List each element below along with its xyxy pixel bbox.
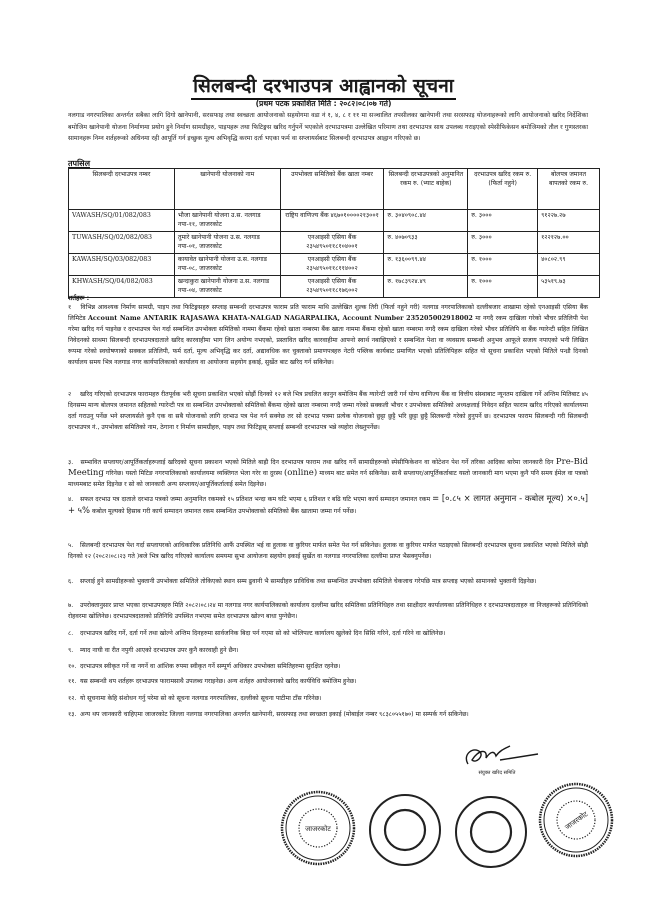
cell-bid-security: १२२१२७.०० [538, 232, 600, 254]
cell-purchase-fee: रु. १००० [468, 254, 538, 276]
term-text-cont: गरिनेछ। यस्तो मिटिङ नगरपालिकाको कार्यालयमा व्यक्तिगत भेला गरेर वा दुरस्थ [105, 470, 282, 477]
term-text: यो सूचनामा केहि संशोधन गर्नु परेमा सो को सूचना नलगाड नगरपालिका, दल्लीको सूचना पाटीमा टाँस गरिनेछ। [79, 695, 322, 702]
cell-estimated-amount: रु. १७८३९२४.४९ [384, 276, 468, 298]
term-6 [68, 576, 588, 587]
term-9 [68, 645, 588, 656]
cell-bank-account: एनआइसी एसिया बैंक २३५४९५०११८१७६००२ [280, 276, 384, 298]
stamp-khandakura [538, 782, 614, 858]
cell-purchase-fee: रु. ३००० [468, 210, 538, 232]
stamp-tumare [452, 794, 530, 870]
term-number: १ [68, 304, 72, 311]
term-13 [68, 709, 588, 720]
term-text: दरभाउपत्र स्वीकृत गर्ने वा नगर्ने वा आंशिक रुपमा स्वीकृत गर्ने सम्पूर्ण अधिकार उपभोक्ता समितिहरुमा सुरक्षित रहनेछ। [79, 663, 341, 670]
term-5 [68, 540, 588, 562]
term-number: ४. [68, 496, 74, 503]
term-text: खरिद गरिएको दरभाउपत्र फारामहरु रीतपूर्वक भरी सूचना प्रकाशित भएको सोह्रौं दिनको १२ बजे भित्र प्रचलित कानुन बमोजिम बैंक ग्यारेन्टी जारी गर्न योग्य वाणिज्य बैंक वा वित्तीय संस्थाबाट न्यूनतम दाखिला गर्ने अन्तिम मितिबाट ४५ दिनसम्म मान्य बोलपत्र जमानत सहितको ग्यारेन्टी पत्र वा सम्बन्धित उपभोक्ताको समितिको बैंकमा रहेको खाता नम्बरमा नगदै जम्मा गरेको सक्कली भौचर र उपभोक्ता समितिको अध्यक्षलाई निवेदन सहित फाराम खरिद गरिएको कार्यालयमा दर्ता गराउनु पर्नेछ भने सप्लायर्सले कुनै एक वा सबै योजनाको लागि दरभाउ पत्र पेश गर्न सक्नेछ तर सो दरभाउ पत्रमा प्रत्येक योजनाको छुट्टा छुट्टै भरि छुट्टा छुट्टै सिलबन्दी गरेको हुनुपर्ने छ। दरभाउपत्र फाराम सिलबन्दी गरी सिलबन्दी दरभाउपत्र नं., उपभोक्ता समितिको नाम, ठेगाना र निर्माण सामग्रीहरु, पाइप तथा फिटिङ्गस् सप्लाई सम्बन्धी दरभाउपत्र भन्ने व्यहोरा लेख्नुपर्नेछ। [68, 391, 589, 431]
cell-scheme-name: भौजा खानेपानी योजना उ.स. नलगाड नपा-११, जाजरकोट [174, 210, 280, 232]
term-10 [68, 661, 588, 672]
term-number: ११. [68, 678, 77, 685]
table-row [69, 276, 600, 298]
header-purchase-fee: दरभाउपत्र खरिद रकम रु. (फिर्ता नहुने) [468, 169, 538, 210]
term-12 [68, 693, 588, 704]
online-label: (online) [283, 468, 318, 478]
header-bid-security: बोलपत्र जमानत बापतको रकम रु. [538, 169, 600, 210]
term-text-end: माध्यम बाट समेत गर्न सकिनेछ। साथै सप्लायर/आपूर्तिकर्ताबाट यस्तो जानकारी माग भएमा कुनै पनि समय ईमेल वा पत्रको माध्यमबाट समेत दिइनेछ र सो को जानकारी अन्य सप्लायर/आपूर्तिकर्तालाई समेत दिइनेछ। [68, 470, 588, 488]
term-text: विभिन्न आवश्यक निर्माण सामग्री, पाइप तथा फिटिङ्गसहरु सप्लाइ सम्बन्धी दरभाउपत्र फाराम प्रति फाराम माथि उल्लेखित शुल्क तिरी (फिर्ता नहुने गरी) नलगाड नगरपालिकाको दल्लीबजार शाखामा रहेको एनआइसी एसिया बैंक लिमिटेड [68, 304, 588, 322]
term-text: सिलबन्दी दरभाउपत्र पेश गर्दा सप्लायरको आधिकारिक प्रतिनिधि आफैं उपस्थित भई वा हुलाक वा कुरियर मार्फत समेत पेश गर्न सकिनेछ। हुलाक वा कुरियर मार्फत पठाइएको सिलबन्दी दरभाउपत्र सूचना प्रकाशित भएको मितिले सोह्रौ दिनको १२ (२०८२।०८।२३ गते )बजे भित्र खरिद गरिएको कार्यालय समयमा सुभा आयोजना सहयोग इकाई सुर्खेत वा नलगाड नगरपालिका दल्लीमा प्राप्त भैसक्नुपर्नेछ। [68, 542, 589, 560]
term-text: सफल दरभाउ पत्र दाताले दरभाउ पत्रको जम्मा अनुमानित रकमको १५ प्रतिशत भन्दा कम घटि भएमा ६ प्रतिशत र बढि घटि भएमा कार्य सम्पादन जमानत रकम [80, 496, 431, 503]
stamp-kayawat [280, 790, 356, 866]
signature-label: संयुक्त खरिद समिति [478, 770, 516, 776]
stamps-row [280, 790, 600, 870]
term-text: सप्लाई हुने सामग्रीहरूको भुक्तानी उपभोक्ता समितिले तोकिएको स्थान सम्म ढुवानी भै सामग्रीहरु प्राविधिक तथा सम्बन्धित उपभोक्ता समितिले चेकजाच गरेपछि मात्र सप्लाइ भएको सामानको भुक्तानी दिइनेछ। [79, 578, 537, 585]
cell-bid-security: ५३५१९.७३ [538, 276, 600, 298]
cell-scheme-name: खन्दाकुरा खानेपानी योजना उ.स. नलगाड नपा-०४, जाजरकोट [174, 276, 280, 298]
term-text: दरभाउपत्र खरिद गर्ने, दर्ता गर्ने तथा खोल्ने अन्तिम दिनहरुमा सार्वजनिक बिदा पर्न गएमा सो को भोलिपल्ट कार्यालय खुलेको दिन सिसि गरिने, दर्ता गरिने वा खोलिनेछ। [79, 630, 446, 637]
cell-estimated-amount: रु. १३६००९९.४४ [384, 254, 468, 276]
pre-bid-meeting-label: Pre-Bid Meeting [68, 457, 589, 478]
notice-subtitle: (प्रथम पटक प्रकाशित मिति : २०८२।०८।०७ गते) [255, 99, 392, 108]
header-scheme-name: खानेपानी योजनाको नाम [174, 169, 280, 210]
cell-bank-account: एनआइसी एसिया बैंक २३५४९५०११८११४००२ [280, 254, 384, 276]
stamp-center-text: जाजरकोट [563, 810, 590, 832]
stamp-bhauja [366, 792, 444, 868]
cell-bank-account: राष्ट्रिय वाणिज्य बैंक ४६७०१००००२१३००१ [280, 210, 384, 232]
table-row [69, 254, 600, 276]
header-bank-account: उपभोक्ता समितिको बैंक खाता नम्बर [280, 169, 384, 210]
term-number: १०. [68, 663, 77, 670]
term-8 [68, 628, 588, 639]
cell-purchase-fee: रु. १००० [468, 276, 538, 298]
cell-scheme-name: कायावेत खानेपानी योजना उ.स. नलगाड नपा-०८, जाजरकोट [174, 254, 280, 276]
term-number: १२. [68, 695, 77, 702]
cell-tender-number: KHWASH/SQ/04/082/083 [69, 276, 175, 298]
cell-tender-number: TUWASH/SQ/02/082/083 [69, 232, 175, 254]
cell-bid-security: ४०८०२.९९ [538, 254, 600, 276]
term-text: सम्भावित सप्लायर/आपूर्तिकर्ताहरूलाई खरिदको सूचना प्रकाशन भएको मितिले बाह्रौ दिन दरभाउपत्र फाराम तथा खरिद गर्ने सामाग्रीहरूको स्पेसीफिकेशन वा कोटेशन पेश गर्ने तरिका आदिका बारेमा जानकारी दिन [80, 459, 554, 466]
term-number: ७. [68, 602, 74, 609]
term-number: ८. [68, 630, 74, 637]
cell-tender-number: VAWASH/SQ/01/082/083 [69, 210, 175, 232]
cell-purchase-fee: रु. ३००० [468, 232, 538, 254]
notice-title-wrap [0, 72, 647, 98]
term-text-cont: कबोल मूल्यको हिसाब गरी कार्य सम्पादन जमानत रकम सम्बन्धित उपभोक्ताको समितिको बैंक खातामा जम्मा गर्न पर्नेछ। [91, 508, 357, 515]
cell-estimated-amount: रु. ४०७०९३३ [384, 232, 468, 254]
section-heading-details: तपसिल [68, 159, 91, 168]
cell-estimated-amount: रु. ३०४०९०८.४४ [384, 210, 468, 232]
term-number: ५. [68, 542, 74, 549]
header-estimated-amount: सिलबन्दी दरभाउपत्रको अनुमानित रकम रु. (भ्याट बाहेक) [384, 169, 468, 210]
intro-paragraph: नलगाड नगरपालिका अन्तर्गत सबैका लागि दिगो खानेपानी, सरसफाइ तथा स्वच्छता आयोजनाको सहयोगमा वडा नं १, ४, ८ र ११ मा सञ्चालित तपसीलका खानेपानी तथा सरसफाइ योजनाहरूको लागि आयोजनाको खरिद निर्देशिका बमोजिम खानेपानी योजना निर्माणमा प्रयोग हुने निर्माण सामग्रीहरु, पाइपहरू तथा फिटिङ्गस खरिद गर्नुपर्ने भएकोले दरभाउपत्रमा उल्लेखित परिमाण तथा दरभाउपत्र साथ उपलब्ध गराइएको स्पेसीफिकेसन बमोजिमको तौल र गुणस्तरका सामानहरू निम्न शर्तहरूको अधिनमा रही आपूर्ति गर्न इच्छुक मूल्य अभिवृद्धि करमा दर्ता भएका फर्म वा सप्लायर्सबाट सिलबन्दी दरभाउपत्र आह्वान गरिएको छ। [68, 112, 588, 142]
term-2 [68, 389, 588, 433]
cell-tender-number: KAWASH/SQ/03/082/083 [69, 254, 175, 276]
term-text: उपरोक्तानुसार प्राप्त भएका दरभाउपत्रहरु मिति २०८२।०८।२४ मा नलगाड नगर कार्यपालिकाको कार्यालय दल्लीमा खरिद समितिका प्रतिनिधिहरु तथा साक्षीदार कार्यालयका प्रतिनिधिहरु र दरभाउपत्रदाताहरु वा निजहरूको प्रतिनिधिको रोहवरमा खोलिनेछ। दरभाउपत्रदाताको प्रतिनिधि उपस्थित नभएमा समेत दरभाउपत्र खोल्न बाधा पुग्नेछैन। [68, 602, 589, 620]
cell-bid-security: ९१२२७.२७ [538, 210, 600, 232]
term-text: म्याद नाघी वा रीत नपुगी आएको दरभाउपत्र उपर कुनै कारवाही हुने छैन। [79, 647, 239, 654]
term-text: अन्य थप जानकारी चाहिएमा जाजरकोट जिल्ला नलगाड नगरपालिका अन्तर्गत खानेपानी, सरसफाइ तथा स्वच्छता इकाई (मोबाईल नम्बर ९८३८०५५१७०) मा सम्पर्क गर्न सकिनेछ। [79, 711, 469, 718]
tender-table [68, 168, 600, 298]
header-tender-number: सिलबन्दी दरभाउपत्र नम्बर [69, 169, 175, 210]
account-details: Account Name ANTARIK RAJASAWA KHATA-NALGAD NAGARPALIKA, Account Number 235205002918002 [87, 314, 473, 322]
term-3 [68, 457, 588, 490]
term-number: ६. [68, 578, 74, 585]
table-row [69, 210, 600, 232]
stamp-center-text: जाजरकोट [305, 825, 331, 833]
term-text-cont: मा नगदै रकम दाखिला गरेको भौचर प्रतिलिपी पेश गरेमा खरिद गर्न पाइनेछ र दरभाउपत्र पेश गर्दा सम्बन्धित उपभोक्ता समितिको नाममा बैंकमा रहेको खाता नम्बरमा बैंक खाता नाममा बैंकमा रहेको खाता नम्बरमा नगदै रकम दाखिला गरेको भौचर प्रतिलिपि वा बैंक ग्यारेन्टी सहित लिखित निवेदनको साथमा सिलबन्दी दरभाउपत्रदाताले खरिद कारवाहीमा भाग लिन अयोग्य नभएको, प्रस्तावित खरिद कारवाहीमा आफ्नो स्वार्थ नबाझिएको र सम्बन्धित पेशा वा व्यवसाय सम्बन्धी अनुभव आफूले सजाय नपाएको भनी लिखित रूपमा गरेको स्वघोषणाको सक्कल प्रतिलिपी, फर्म दर्ता, मूल्य अभिवृद्धि कर दर्ता, अद्यावधिक कर चुक्ताको प्रमाणपत्रहरु नेटरी पब्लिक कार्यबाट प्रमाणित भएको प्रतिलिपिहरू सहित यो सूचना प्रकाशित भएको मितिले पन्ध्रौ दिनको कार्यालय समय भित्र नलगाड नगर कार्यपालिकाको कार्यालय वा आयोजना सहयोग इकाई, सुर्खेत बाट खरिद गर्न सकिनेछ। [68, 315, 588, 366]
term-number: १३. [68, 711, 77, 718]
term-number: २ [68, 391, 72, 398]
performance-security-formula: = [०.८५ × लागत अनुमान - कबोल मूल्य) ×०.५] + ५% [68, 493, 589, 515]
cell-scheme-name: तुमारे खानेपानी योजना उ.स. नलगाड नपा-०१, जाजरकोट [174, 232, 280, 254]
cell-bank-account: एनआइसी एसिया बैंक २३५४९५०११८१०४००१ [280, 232, 384, 254]
term-11 [68, 676, 588, 687]
term-7 [68, 600, 588, 622]
term-number: ३. [68, 459, 74, 466]
term-text: यस सम्बन्धी थप शर्तहरू दरभाउपत्र फारामसाथै उपलब्ध गराइनेछ। अन्य शर्तहरु आयोजनाको खरिद कार्यविधि बमोजिम हुनेछ। [79, 678, 357, 685]
term-1 [68, 302, 588, 368]
term-4 [68, 493, 588, 517]
table-row [69, 232, 600, 254]
term-number: ९. [68, 647, 74, 654]
notice-title: सिलबन्दी दरभाउपत्र आह्वानको सूचना [191, 75, 456, 100]
table-header-row [69, 169, 600, 210]
terms-heading: शर्तहरू : [68, 294, 90, 302]
